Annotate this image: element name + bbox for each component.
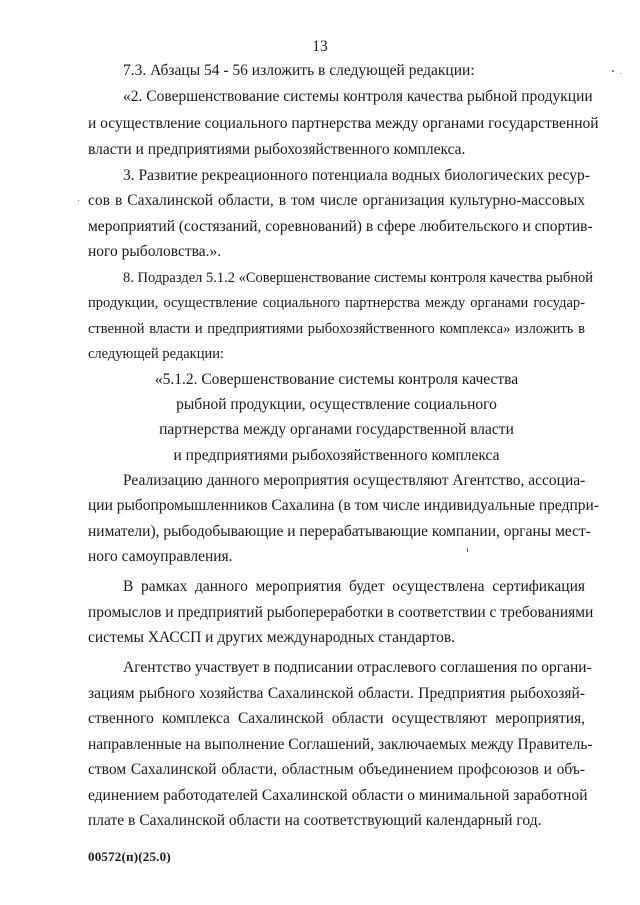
agreement-line-7: плате в Сахалинской области на соответствующий календарный год. bbox=[88, 812, 542, 829]
implementation-line-1: Реализацию данного мероприятия осуществляют Агентство, ассоциа- bbox=[123, 472, 586, 489]
scan-speck bbox=[467, 548, 468, 552]
item-2-line-2: и осуществление социального партнерства между органами государственной bbox=[88, 115, 599, 132]
agreement-line-5: ством Сахалинской области, областным объединением профсоюзов и объ- bbox=[88, 761, 585, 778]
subsection-heading-line-4: и предприятиями рыбохозяйственного комплекса bbox=[173, 447, 500, 464]
agreement-line-2: зациям рыбного хозяйства Сахалинской области. Предприятия рыбохозяй- bbox=[88, 685, 585, 702]
item-8-line-1: 8. Подраздел 5.1.2 «Совершенствование системы контроля качества рыбной bbox=[123, 270, 594, 286]
item-8-line-3: ственной власти и предприятиями рыбохозяйственного комплекса» изложить в bbox=[88, 321, 585, 337]
scan-speck bbox=[612, 70, 614, 72]
agreement-line-1: Агентство участвует в подписании отраслевого соглашения по органи- bbox=[123, 659, 592, 676]
agreement-line-4: направленные на выполнение Соглашений, заключаемых между Правитель- bbox=[88, 736, 593, 753]
scan-speck bbox=[78, 200, 79, 201]
subsection-heading-line-2: рыбной продукции, осуществление социального bbox=[176, 396, 497, 413]
paragraph-7-3-line-1: 7.3. Абзацы 54 - 56 изложить в следующей редакции: bbox=[123, 62, 475, 79]
item-8-line-2: продукции, осуществление социального партнерства между органами государ- bbox=[88, 295, 585, 311]
document-code-footer: 00572(п)(25.0) bbox=[88, 849, 171, 864]
item-2-line-1: «2. Совершенствование системы контроля качества рыбной продукции bbox=[123, 88, 593, 105]
certification-line-3: системы ХАССП и других международных стандартов. bbox=[88, 629, 456, 646]
implementation-line-3: ниматели), рыбодобывающие и перерабатывающие компании, органы мест- bbox=[88, 523, 591, 540]
agreement-line-6: единением работодателей Сахалинской области о минимальной заработной bbox=[88, 787, 588, 804]
item-3-line-1: 3. Развитие рекреационного потенциала водных биологических ресур- bbox=[123, 167, 590, 184]
item-3-line-2: сов в Сахалинской области, в том числе организация культурно-массовых bbox=[88, 192, 585, 209]
agreement-line-3: ственного комплекса Сахалинской области осуществляют мероприятия, bbox=[88, 710, 585, 727]
implementation-line-4: ного самоуправления. bbox=[88, 548, 233, 565]
item-8-line-4: следующей редакции: bbox=[88, 346, 225, 362]
item-3-line-3: мероприятий (состязаний, соревнований) в сфере любительского и спортив- bbox=[88, 218, 593, 235]
item-2-line-3: власти и предприятиями рыбохозяйственного комплекса. bbox=[88, 141, 466, 158]
certification-line-2: промыслов и предприятий рыбопереработки в соответствии с требованиями bbox=[88, 604, 594, 621]
scan-speck bbox=[620, 73, 621, 74]
item-3-line-4: ного рыболовства.». bbox=[88, 243, 222, 260]
page-number: 13 bbox=[312, 38, 328, 55]
implementation-line-2: ции рыбопромышленников Сахалина (в том числе индивидуальные предпри- bbox=[88, 497, 599, 514]
subsection-heading-line-1: «5.1.2. Совершенствование системы контроля качества bbox=[154, 371, 519, 388]
certification-line-1: В рамках данного мероприятия будет осуществлена сертификация bbox=[123, 578, 585, 595]
subsection-heading-line-3: партнерства между органами государственной власти bbox=[159, 421, 514, 438]
